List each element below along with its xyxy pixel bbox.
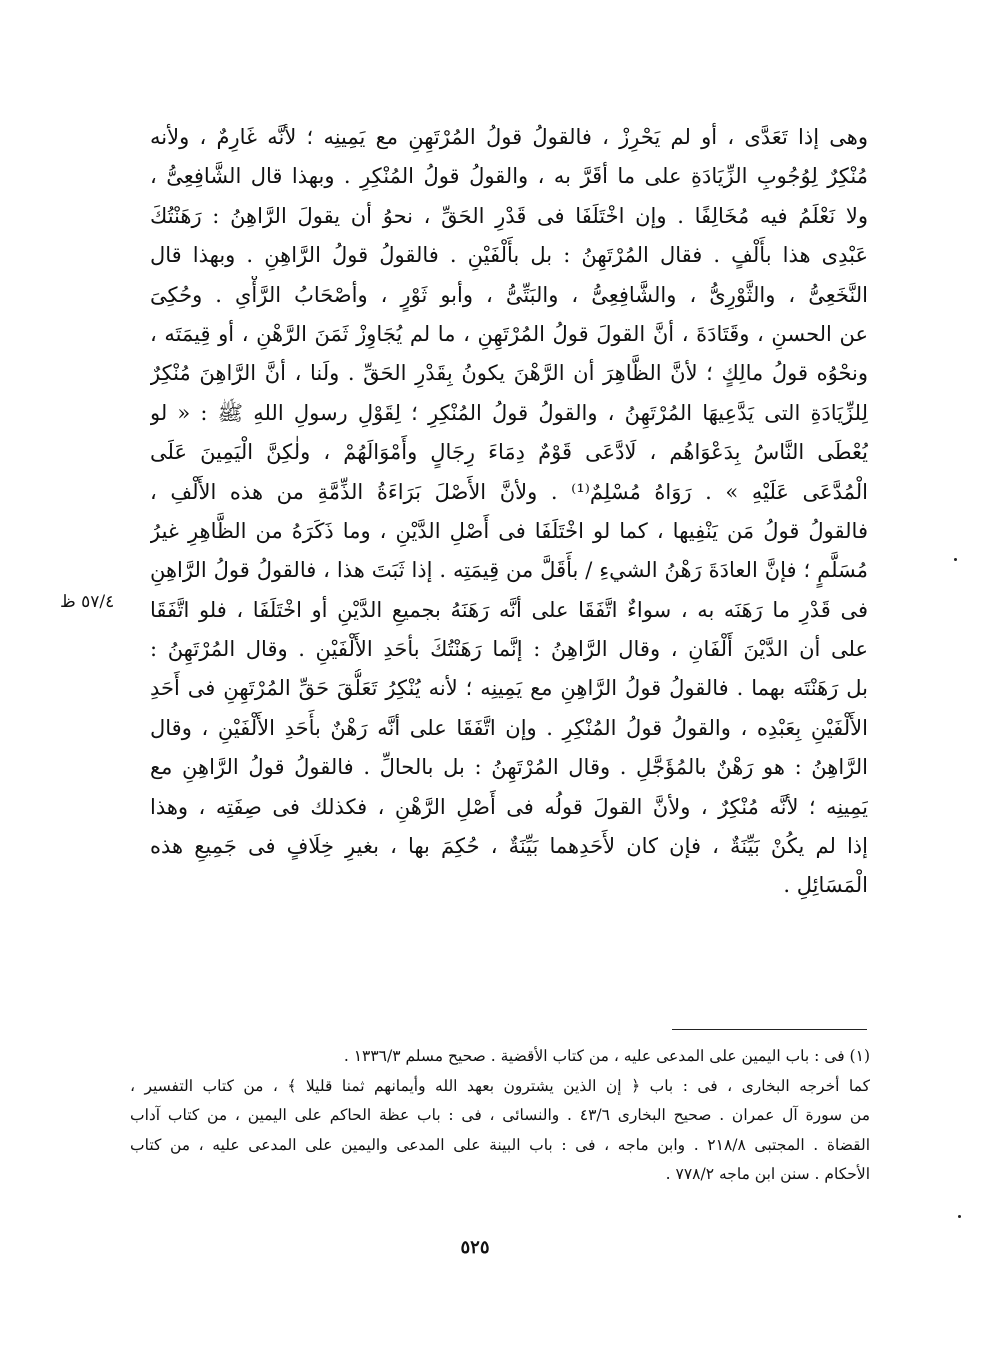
text-line: يُعْطَى النَّاسُ بِدَعْوَاهُم ، لَادَّعَى قَوْمٌ دِمَاءَ رِجَالٍ وأَمْوَالَهُمْ ، ولٰكِنَّ الْيَمِينَ عَلَى — [150, 440, 868, 465]
text-line: الْمَسَائِلِ . — [783, 873, 868, 898]
main-text — [150, 118, 868, 906]
footnote-line: الأحكام . سنن ابن ماجه ٧٧٨/٢ . — [665, 1165, 870, 1183]
text-line: فالقولُ قولُ مَن يَنْفِيها ، كما لو اخْتَلَفَا فى أَصْلِ الدَّيْنِ ، وما ذَكَرَهُ من الظَّاهِرِ غيرُ — [150, 518, 868, 543]
text-line: على أن الدَّيْنَ أَلْفَانِ ، وقال الرَّاهِنُ : إنَّما رَهَنْتُكَ بأحَدِ الأَلْفَيْنِ . وقال المُرْتَهِنُ : — [150, 637, 868, 662]
text-line: مُسَلَّمٍ ؛ فإنَّ العادَةَ رَهْنُ الشيءِ / بأَقَلَّ من قِيمَتِه . إذا ثَبَتَ هذا ، فالقولُ قولُ الرَّاهِنِ — [150, 558, 868, 583]
text-line: بل رَهَنْتَه بهما . فالقولُ قولُ الرَّاهِنِ مع يَمِينِه ؛ لأنه يُنْكِرُ تَعَلُّقَ حَقِّ المُرْتَهِنِ فى أَحَدِ — [150, 676, 868, 701]
text-line: لِلزِّيَادَةِ التى يَدَّعِيهَا المُرْتَهِنُ ، والقولُ قولُ المُنْكِرِ ؛ لِقَوْلِ رسولِ اللهِ ﷺ : « لو — [150, 400, 868, 425]
text-line: يَمِينِه ؛ لأنَّه مُنْكِرٌ ، ولأنَّ القولَ قولُه فى أَصْلِ الرَّهْنِ ، فكذلك فى صِفَتِه ، وهذا — [150, 794, 868, 819]
scan-speck — [954, 558, 957, 561]
text-line: ونحْوُه قولُ مالِكٍ ؛ لأنَّ الظَّاهِرَ أن الرَّهْنَ يكونُ بِقَدْرِ الحَقِّ . ولَنا ، أنَّ الرَّاهِنَ مُنْكِرٌ — [150, 361, 868, 386]
text-line: فى قَدْرِ ما رَهَنَه به ، سواءٌ اتَّفَقَا على أنَّه رَهَنَهُ بجميعِ الدَّيْنِ أو اخْتَلَفَا ، فلو اتَّفَقَا — [150, 597, 868, 622]
text-line: ولا نَعْلَمُ فيه مُخَالِفًا . وإن اخْتَلَفَا فى قَدْرِ الحَقِّ ، نحوُ أن يقولَ الرَّاهِنُ : رَهَنْتُكَ — [150, 203, 868, 228]
footnote-line: القضاة . المجتبى ٢١٨/٨ . وابن ماجه ، فى : باب البينة على المدعى واليمين على المدعى عليه ، من كتاب — [130, 1135, 870, 1154]
text-line: الْمُدَّعَى عَلَيْهِ » . رَوَاهُ مُسْلِمٌ⁽¹⁾ . ولأنَّ الأَصْلَ بَرَاءَةُ الذِّمَّةِ من هذه الأَلْفِ ، — [150, 479, 868, 504]
text-line: مُنْكِرٌ لِوُجُوبِ الزِّيَادَةِ على ما أقَرَّ به ، والقولُ قولُ المُنْكِرِ . وبهذا قال الشَّافِعِىُّ ، — [150, 164, 868, 189]
footnote-line: (١) فى : باب اليمين على المدعى عليه ، من كتاب الأقضية . صحيح مسلم ١٣٣٦/٣ . — [343, 1047, 870, 1065]
text-line: عَبْدِى هذا بأَلْفٍ . فقال المُرْتَهِنُ : بل بأَلْفَيْنِ . فالقولُ قولُ الرَّاهِنِ . وبهذا قال — [150, 243, 868, 268]
page-number: ٥٢٥ — [460, 1237, 490, 1258]
manuscript-folio-marker: ٥٧/٤ ظ — [60, 592, 115, 612]
text-line: الرَّاهِنُ : هو رَهْنٌ بالمُؤَجَّلِ . وقال المُرْتَهِنُ : بل بالحالِّ . فالقولُ قولُ الرَّاهِنِ مع — [150, 755, 868, 780]
text-line: عن الحسنِ ، وقَتَادَةَ ، أنَّ القولَ قولُ المُرْتَهِنِ ، ما لم يُجَاوِزْ ثَمَنَ الرَّهْنِ ، أو قِيمَتَه ، — [150, 321, 868, 346]
scan-speck — [958, 1215, 961, 1218]
text-line: وهى إذا تَعَدَّى ، أو لم يَحْرِزْ ، فالقولُ قولُ المُرْتَهِنِ مع يَمِينِه ؛ لأنَّه غَارِمٌ ، ولأنه — [150, 125, 868, 149]
footnote-line: كما أخرجه البخارى ، فى : باب ﴿ إن الذين يشترون بعهد الله وأيمانهم ثمنا قليلا ﴾ ، من كتاب التفسير ، — [130, 1076, 870, 1095]
footnotes — [130, 1042, 870, 1190]
footnote-line: من سورة آل عمران . صحيح البخارى ٤٣/٦ . والنسائى ، فى : باب عظة الحاكم على اليمين ، من كتاب آداب — [130, 1106, 870, 1124]
text-line: النَّخَعِىُّ ، والثَّوْرِىُّ ، والشَّافِعِىُّ ، والبَتِّىُّ ، وأبو ثَوْرٍ ، وأصْحَابُ الرَّأْىِ . وحُكِىَ — [150, 282, 868, 307]
text-line: الأَلْفَيْنِ بِعَبْدِه ، والقولُ قولُ المُنْكِرِ . وإن اتَّفَقَا على أنَّه رَهْنٌ بأَحَدِ الأَلْفَيْنِ ، وقال — [150, 715, 868, 740]
footnote-divider — [672, 1029, 867, 1030]
text-line: إذا لم يكُنْ بَيِّنَةٌ ، فإن كان لأَحَدِهما بَيِّنَةٌ ، حُكِمَ بها ، بغيرِ خِلَافٍ فى جَمِيعِ هذه — [150, 834, 868, 859]
